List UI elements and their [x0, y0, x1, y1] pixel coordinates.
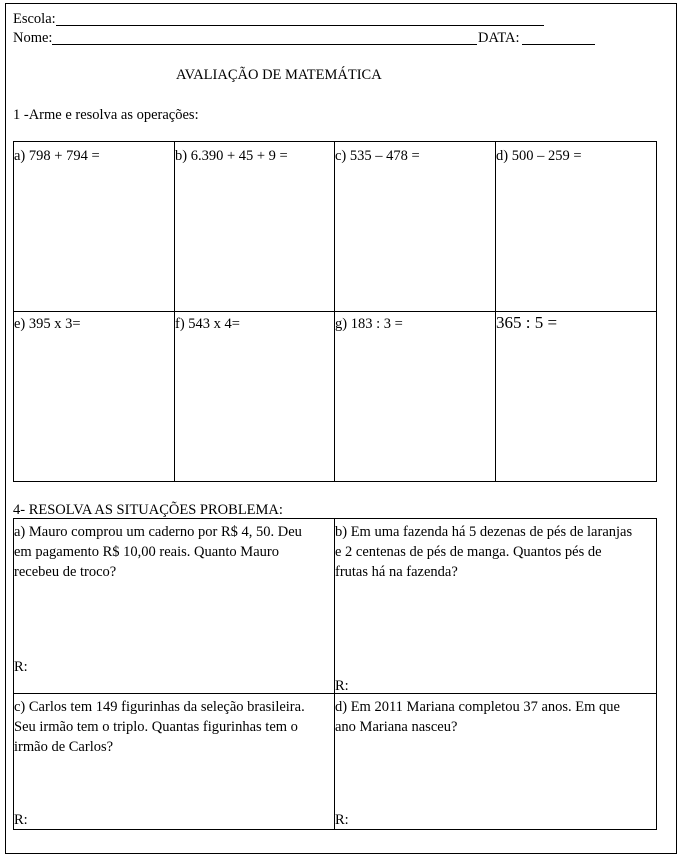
problem-d-text: d) Em 2011 Mariana completou 37 anos. Em que ano Mariana nasceu?	[335, 699, 620, 735]
problem-a-text: a) Mauro comprou um caderno por R$ 4, 50. Deu em pagamento R$ 10,00 reais. Quanto Mauro recebeu de troco?	[14, 524, 302, 580]
operation-a: a) 798 + 794 =	[14, 148, 100, 164]
question1-heading: 1 -Arme e resolva as operações:	[13, 107, 199, 123]
problem-a-answer-label: R:	[14, 659, 28, 675]
nome-label: Nome:	[13, 30, 53, 46]
exam-title: AVALIAÇÃO DE MATEMÁTICA	[176, 67, 382, 83]
nome-field-line[interactable]	[52, 44, 477, 45]
problem-b-answer-label: R:	[335, 678, 349, 694]
operation-b: b) 6.390 + 45 + 9 =	[175, 148, 288, 164]
problems-table	[13, 518, 657, 830]
operation-g: g) 183 : 3 =	[335, 316, 403, 332]
operation-h: 365 : 5 =	[496, 313, 558, 332]
escola-label: Escola:	[13, 11, 56, 27]
problem-b-text: b) Em uma fazenda há 5 dezenas de pés de laranjas e 2 centenas de pés de manga. Quantos pés de frutas há na fazenda?	[335, 524, 633, 580]
problem-d-answer-label: R:	[335, 812, 349, 828]
question4-heading: 4- RESOLVA AS SITUAÇÕES PROBLEMA:	[13, 502, 283, 518]
operations-table	[13, 141, 657, 482]
problem-c-text: c) Carlos tem 149 figurinhas da seleção brasileira. Seu irmão tem o triplo. Quantas figurinhas tem o irmão de Carlos?	[14, 699, 305, 755]
data-field-line[interactable]	[522, 44, 595, 45]
operation-c: c) 535 – 478 =	[335, 148, 420, 164]
operation-d: d) 500 – 259 =	[496, 148, 582, 164]
problem-c-answer-label: R:	[14, 812, 28, 828]
operation-f: f) 543 x 4=	[175, 316, 240, 332]
data-label: DATA:	[478, 30, 520, 46]
escola-field-line[interactable]	[56, 25, 544, 26]
exam-page	[5, 3, 677, 854]
operation-e: e) 395 x 3=	[14, 316, 81, 332]
